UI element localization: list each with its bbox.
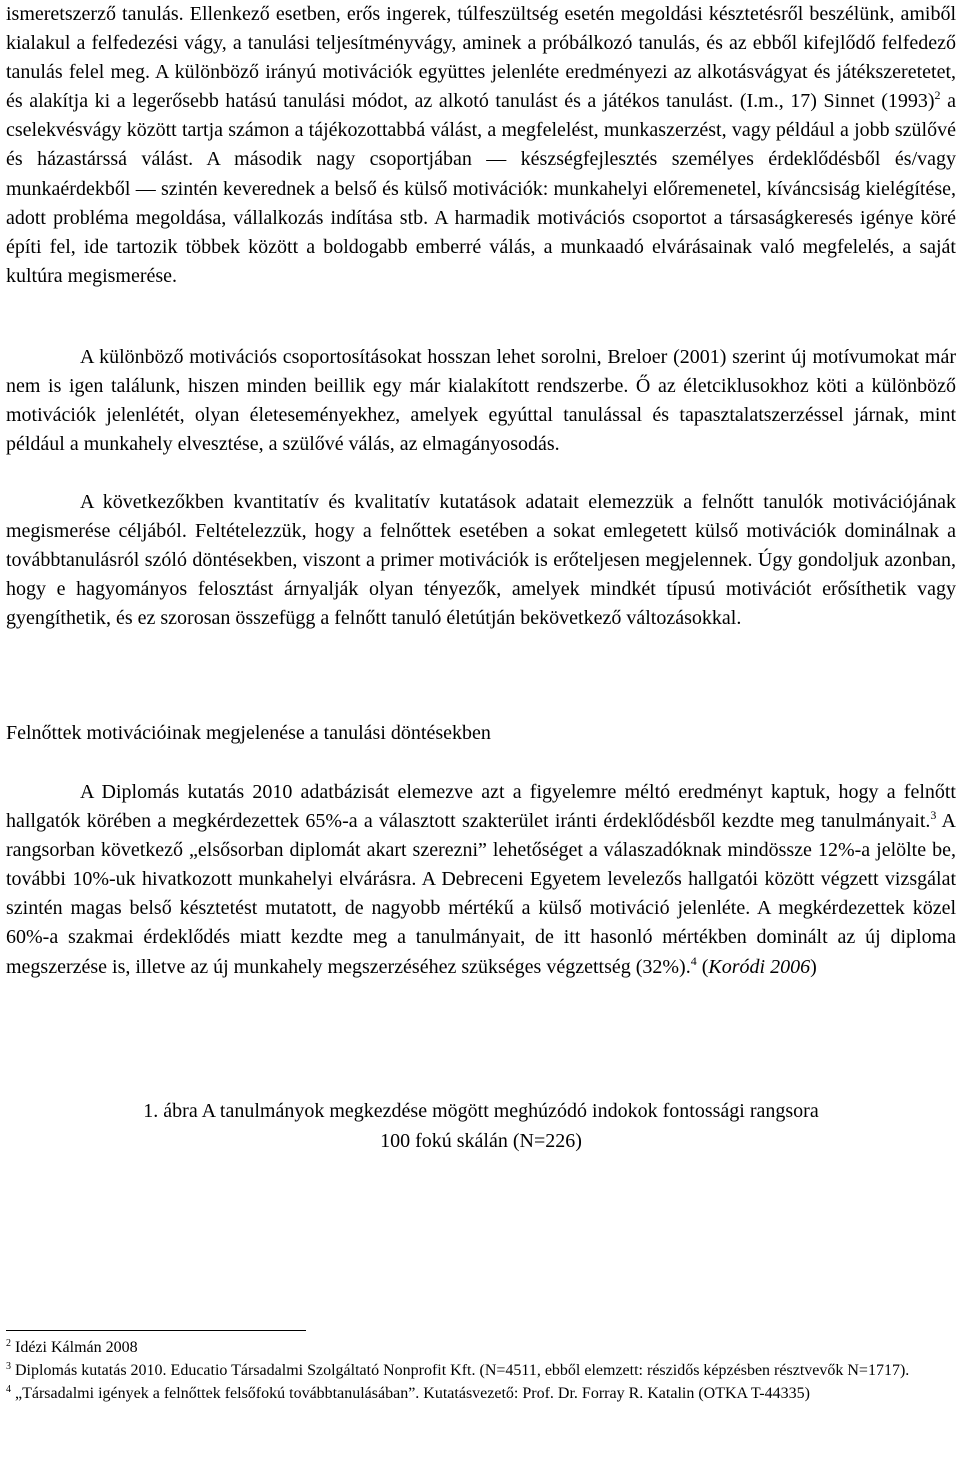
footnote-separator [6, 1330, 306, 1331]
footnote-3 [6, 1359, 956, 1382]
footnote-text: Idézi Kálmán 2008 [15, 1339, 138, 1356]
body-paragraph-3: A következőkben kvantitatív és kvalitatív kutatások adatait elemezzük a felnőtt tanulók motivációjának megismerése céljából. Feltételezzük, hogy a felnőttek esetében a sokat emlegetett külső motivációk dominálnak a továbbtanulásról szóló döntésekben, viszont a primer motivációk is erőteljesen megjelennek. Úgy gondoljuk azonban, hogy e hagyományos felosztást árnyalják olyan tényezők, amelyek mindkét típusú motivációt erősíthetik vagy gyengíthetik, és ez szorosan összefügg a felnőtt tanuló életútján bekövetkező változásokkal. [6, 491, 956, 630]
paragraph-text: ) [810, 955, 817, 978]
paragraph-text: a cselekvésvágy között tartja számon a tájékozottabbá válást, a megfelelést, munkaszerzést, vagy például a jobb szülővé és házastárssá válást. A második nagy csoportjában ― készségfejlesztés személyes érdeklődésből és/vagy munkaérdekből ― szintén keverednek a belső és külső motivációk: munkahelyi előremenetel, kíváncsiság kielégítése, adott probléma megoldása, vállalkozás indítása stb. A harmadik motivációs csoportot a társaságkeresés igénye köré építi fel, ide tartozik többek között a boldogabb emberré válás, a munkaadó elvárásainak való megfelelés, a saját kultúra megismerése. [6, 90, 956, 287]
footnote-4 [6, 1382, 956, 1405]
paragraph-text: ( [696, 955, 709, 978]
footnote-number: 4 [6, 1384, 11, 1395]
figure-caption-line-2: 100 fokú skálán (N=226) [380, 1130, 582, 1152]
paragraph-text: A rangsorban következő „elsősorban diplomát akart szerezni” lehetőséget a válaszadóknak mindössze 12%-a jelölte be, további 10%-uk hivatkozott munkahelyi elvárásra. A Debreceni Egyetem levelezős hallgatói között végzett vizsgálat szintén magas belső késztetést mutatott, de nagyobb mértékű a külső motiváció jelenléte. A megkérdezettek közel 60%-a szakmai érdeklődés miatt kezdte meg a tanulmányait, de itt hasonló mértékben dominált az új diploma megszerzése is, illetve az új munkahely megszerzéséhez szükséges végzettség (32%). [6, 810, 957, 978]
body-paragraph-4 [6, 778, 956, 982]
body-paragraph-2: A különböző motivációs csoportosításokat hosszan lehet sorolni, Breloer (2001) szerint új motívumokat már nem is igen találunk, hiszen minden beillik egy már kialakított rendszerbe. Ő az életciklusokhoz köti a különböző motivációk jelenlétét, olyan életeseményekhez, amelyek egyúttal tanulással és tapasztalatszerzéssel járnak, mint például a munkahely elvesztése, a szülővé válás, az elmagányosodás. [6, 346, 956, 456]
footnotes [6, 1330, 956, 1405]
footnote-number: 2 [6, 1338, 11, 1349]
footnote-ref-2[interactable]: 2 [934, 88, 941, 103]
footnote-ref-3[interactable]: 3 [930, 808, 937, 823]
footnote-text: „Társadalmi igények a felnőttek felsőfokú továbbtanulásában”. Kutatásvezető: Prof. Dr. Forray R. Katalin (OTKA T-44335) [15, 1385, 810, 1402]
citation: Koródi 2006 [708, 955, 811, 978]
paragraph-text: ismeretszerző tanulás. Ellenkező esetben, erős ingerek, túlfeszültség esetén megoldási késztetésről beszélünk, amiből kialakul a felfedezési vágy, a tanulási teljesítményvágy, aminek a próbálkozó tanulás, és az ebből kifejlődő felfedező tanulás felel meg. A különböző irányú motivációk együttes jelenléte eredményezi az alkotásvágyat és játékszeretetet, és alakítja ki a legerősebb hatású tanulási módot, az alkotó tanulást és a játékos tanulást. (I.m., 17) Sinnet (1993) [6, 3, 956, 113]
body-paragraph-1 [6, 0, 956, 291]
footnote-2 [6, 1336, 956, 1359]
paragraph-text: A Diplomás kutatás 2010 adatbázisát elemezve azt a figyelemre méltó eredményt kaptuk, hogy a felnőtt hallgatók körében a megkérdezettek 65%-a a választott szakterület iránti érdeklődésből kezdte meg tanulmányait. [6, 781, 956, 833]
footnote-text: Diplomás kutatás 2010. Educatio Társadalmi Szolgáltató Nonprofit Kft. (N=4511, ebből elemzett: részidős képzésben résztvevők N=1717). [15, 1362, 910, 1379]
footnote-ref-4[interactable]: 4 [690, 953, 697, 968]
footnote-number: 3 [6, 1361, 11, 1372]
section-heading: Felnőttek motivációinak megjelenése a tanulási döntésekben [6, 722, 491, 744]
figure-caption-line-1: 1. ábra A tanulmányok megkezdése mögött meghúzódó indokok fontossági rangsora [143, 1100, 819, 1122]
